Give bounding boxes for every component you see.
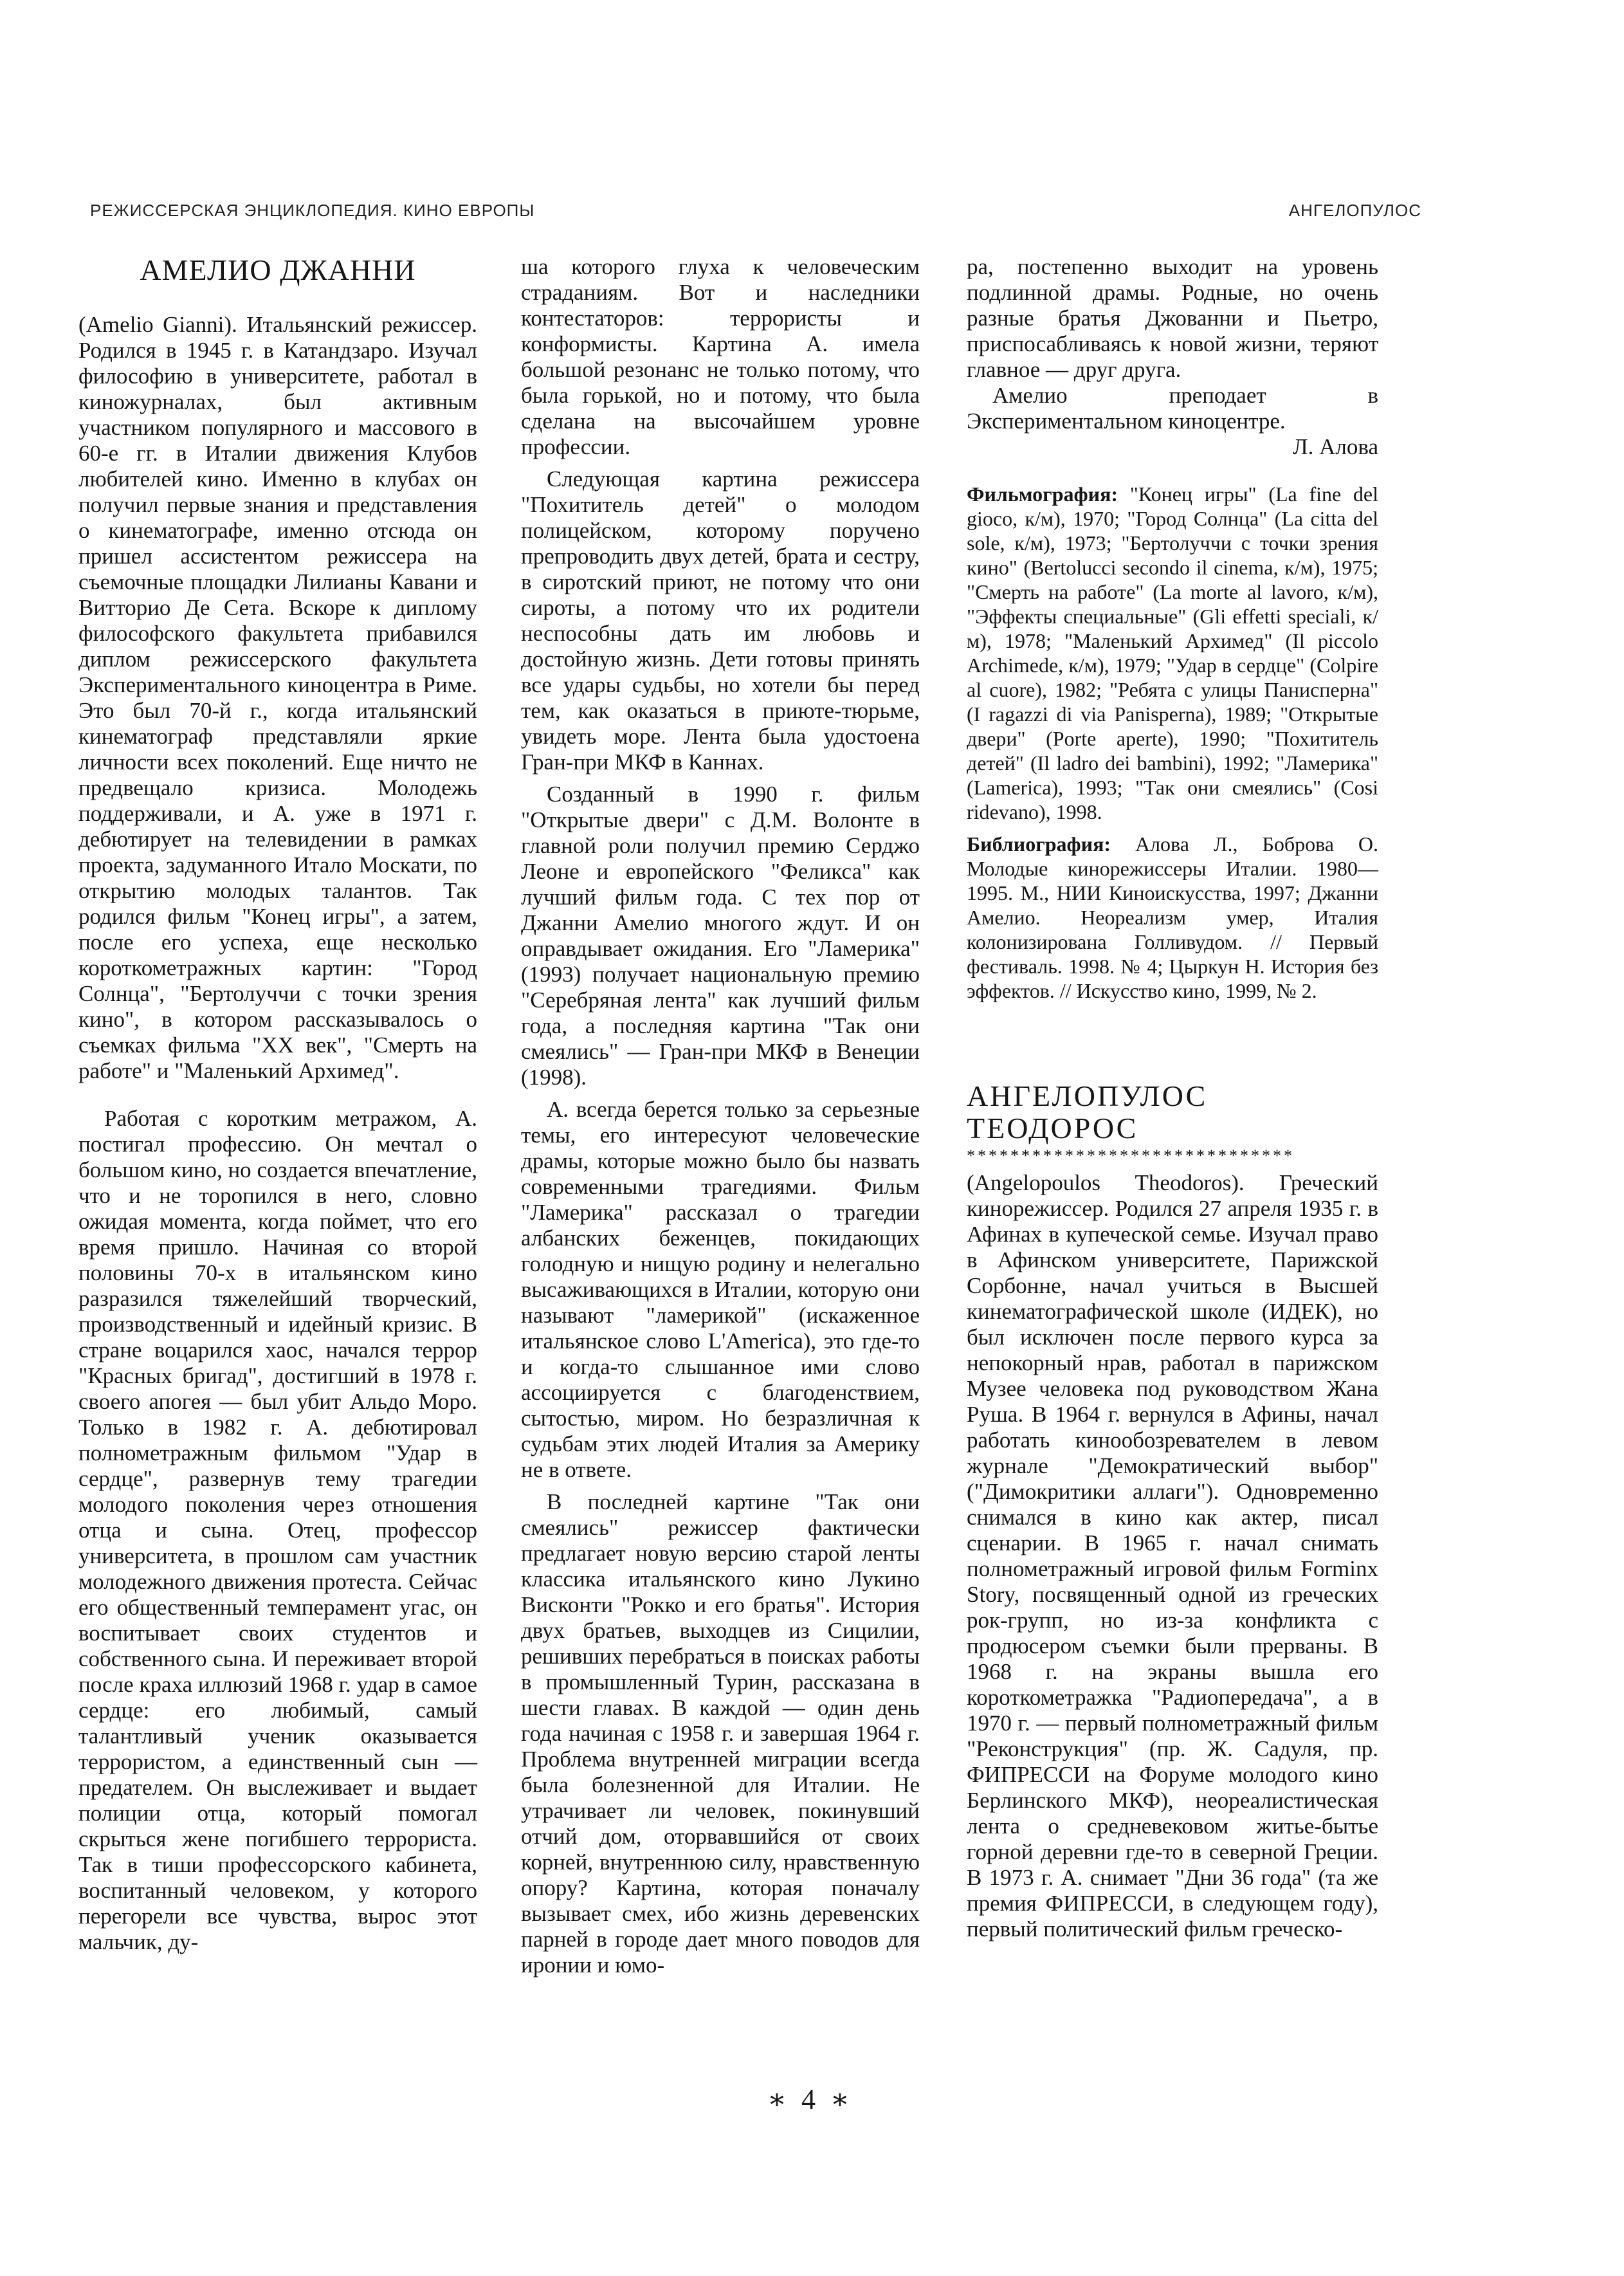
filmography-label: Фильмография: [967,482,1118,506]
bibliography-text: Алова Л., Боброва О. Молодые кинорежиссеры Италии. 1980—1995. М., НИИ Киноискусства, 1997; Джанни Амелио. Неореализм умер, Италия колонизирована Голливудом. // Первый фестиваль. 1998. № 4; Цыркун Н. История без эффектов. // Искусство кино, 1999, № 2. [967,832,1379,1002]
bibliography-label: Библиография: [967,832,1111,856]
amelio-paragraph-4: Следующая картина режиссера "Похититель детей" о молодом полицейском, которому поручено препроводить двух детей, брата и сестру, в сиротский приют, не потому что они сироты, а потому что их родители неспособны дать им любовь и достойную жизнь. Дети готовы принять все удары судьбы, но хотели бы перед тем, как оказаться в приюте-тюрьме, увидеть море. Лента была удостоена Гран-при МКФ в Каннах. [521,466,920,775]
angelopoulos-paragraph-1: (Angelopoulos Theodoros). Греческий кинорежиссер. Родился 27 апреля 1935 г. в Афинах в купеческой семье. Изучал право в Афинском университете, Парижской Сорбонне, начал учиться в Высшей кинематографической школе (ИДЕК), но был исключен после первого курса за непокорный нрав, работал в парижском Музее человека под руководством Жана Руша. В 1964 г. вернулся в Афины, начал работать кинообозревателем в левом журнале "Демократический выбор" ("Димокритики аллаги"). Одновременно снимался в кино как актер, писал сценарии. В 1965 г. начал снимать полнометражный игровой фильм Forminx Story, посвященный одной из греческих рок-групп, но из-за конфликта с продюсером съемки были прерваны. В 1968 г. на экраны вышла его короткометражка "Радиопередача", а в 1970 г. — первый полнометражный фильм "Реконструкция" (пр. Ж. Садуля, пр. ФИПРЕССИ на Форуме молодого кино Берлинского МКФ), неореалистическая лента о средневековом житье-бытье горной деревни где-то в северной Греции. В 1973 г. А. снимает "Дни 36 года" (та же премия ФИПРЕССИ, в следующем году), первый политический фильм греческо- [967,1170,1378,1941]
running-head-left: РЕЖИССЕРСКАЯ ЭНЦИКЛОПЕДИЯ. КИНО ЕВРОПЫ [90,201,535,220]
entry-title-angelopoulos: АНГЕЛОПУЛОС ТЕОДОРОС [967,1079,1208,1144]
page-number: ∗ 4 ∗ [767,2084,853,2115]
amelio-paragraph-5: Созданный в 1990 г. фильм "Открытые двери" с Д.М. Волонте в главной роли получил премию Серджо Леоне и европейского "Феликса" как лучший фильм года. С тех пор от Джанни Амелио многого ждут. И он оправдывает ожидания. Его "Ламерика" (1993) получает национальную премию "Серебряная лента" как лучший фильм года, а последняя картина "Так они смеялись" — Гран-при МКФ в Венеции (1998). [521,782,920,1090]
amelio-paragraph-1: (Amelio Gianni). Итальянский режиссер. Родился в 1945 г. в Катандзаро. Изучал философию в университете, работал в киножурналах, был активным участником популярного и массового в 60-е гг. в Италии движения Клубов любителей кино. Именно в клубах он получил первые знания и представления о кинематографе, именно отсюда он пришел ассистентом режиссера на съемочные площадки Лилианы Кавани и Витторио Де Сета. Вскоре к диплому философского факультета прибавился диплом режиссерского факультета Экспериментального киноцентра в Риме. Это был 70-й г., когда итальянский кинематограф представляли яркие личности всех поколений. Еще ничто не предвещало кризиса. Молодежь поддерживали, и А. уже в 1971 г. дебютирует на телевидении в рамках проекта, задуманного Итало Москати, по открытию молодых талантов. Так родился фильм "Конец игры", а затем, после его успеха, еще несколько короткометражных картин: "Город Солнца", "Бертолуччи с точки зрения кино", в котором рассказывалось о съемках фильма "XX век", "Смерть на работе" и "Маленький Архимед". [78,312,477,1083]
running-head-right: АНГЕЛОПУЛОС [1288,201,1421,220]
title-star-rule: ****************************** [967,1147,1295,1165]
running-head [90,201,1537,226]
amelio-paragraph-2: Работая с коротким метражом, А. постигал профессию. Он мечтал о большом кино, но создается впечатление, что и не торопился в него, словно ожидая момента, когда поймет, что его время пришло. Начиная со второй половины 70-х в итальянском кино разразился тяжелейший творческий, производственный и идейный кризис. В стране воцарился хаос, начался террор "Красных бригад", достигший в 1978 г. своего апогея — был убит Альдо Моро. Только в 1982 г. А. дебютировал полнометражным фильмом "Удар в сердце", развернув тему трагедии молодого поколения через отношения отца и сына. Отец, профессор университета, в прошлом сам участник молодежного движения протеста. Сейчас его общественный темперамент угас, он воспитывает своих студентов и собственного сына. И переживает второй после краха иллюзий 1968 г. удар в самое сердце: его любимый, самый талантливый ученик оказывается террористом, а единственный сын — предателем. Он выслеживает и выдает полиции отца, который помогал скрыться жене погибшего террориста. Так в тиши профессорского кабинета, воспитанный человеком, у которого перегорели все чувства, вырос этот мальчик, ду- [78,1106,477,1954]
author-signature: Л. Алова [1292,434,1378,459]
text-column-1 [78,254,477,1955]
bibliography [967,832,1378,1003]
amelio-paragraph-3: ша которого глуха к человеческим страданиям. Вот и наследники контестаторов: террористы и конформисты. Картина А. имела большой резонанс не только потому, что была горькой, но и потому, что была сделана на высочайшем уровне профессии. [521,254,920,459]
filmography [967,482,1378,824]
filmography-text: "Конец игры" (La fine del gioco, к/м), 1970; "Город Солнца" (La citta del sole, к/м), 1973; "Бертолуччи с точки зрения кино" (Bertolucci secondo il cinema, к/м), 1975; "Смерть на работе" (La morte al lavoro, к/м), "Эффекты специальные" (Gli effetti speciali, к/м), 1978; "Маленький Архимед" (Il piccolo Archimede, к/м), 1979; "Удар в сердце" (Colpire al cuore), 1982; "Ребята с улицы Панисперна" (I ragazzi di via Panisperna), 1989; "Открытые двери" (Porte aperte), 1990; "Похититель детей" (Il ladro dei bambini), 1992; "Ламерика" (Lamerica), 1993; "Так они смеялись" (Cosi ridevano), 1998. [967,482,1379,823]
amelio-paragraph-6: А. всегда берется только за серьезные темы, его интересуют человеческие драмы, которые можно было бы назвать современными трагедиями. Фильм "Ламерика" рассказал о трагедии албанских беженцев, покидающих голодную и нищую родину и нелегально высаживающихся в Италии, которую они называют "ламерикой" (искаженное итальянское слово L'America), это где-то и когда-то слышанное ими слово ассоциируется с благоденствием, сытостью, миром. Но безразличная к судьбам этих людей Италия за Америку не в ответе. [521,1097,920,1482]
amelio-paragraph-7: В последней картине "Так они смеялись" режиссер фактически предлагает новую версию старой ленты классика итальянского кино Лукино Висконти "Рокко и его братья". История двух братьев, выходцев из Сицилии, решивших перебраться в поисках работы в промышленный Турин, рассказана в шести главах. В каждой — один день года начиная с 1958 г. и завершая 1964 г. Проблема внутренней миграции всегда была болезненной для Италии. Не утрачивает ли человек, покинувший отчий дом, оторвавшийся от своих корней, внутреннюю силу, нравственную опору? Картина, которая поначалу вызывает смех, ибо жизнь деревенских парней в городе дает много поводов для иронии и юмо- [521,1489,920,1978]
text-column-3 [967,254,1378,1942]
text-column-2 [521,254,920,1978]
amelio-paragraph-9: Амелио преподает в Экспериментальном киноцентре. [967,383,1378,434]
amelio-paragraph-8: ра, постепенно выходит на уровень подлинной драмы. Родные, но очень разные братья Джованни и Пьетро, приспосабливаясь к новой жизни, теряют главное — друг друга. [967,254,1378,382]
entry-title-amelio: АМЕЛИО ДЖАННИ [140,253,416,286]
